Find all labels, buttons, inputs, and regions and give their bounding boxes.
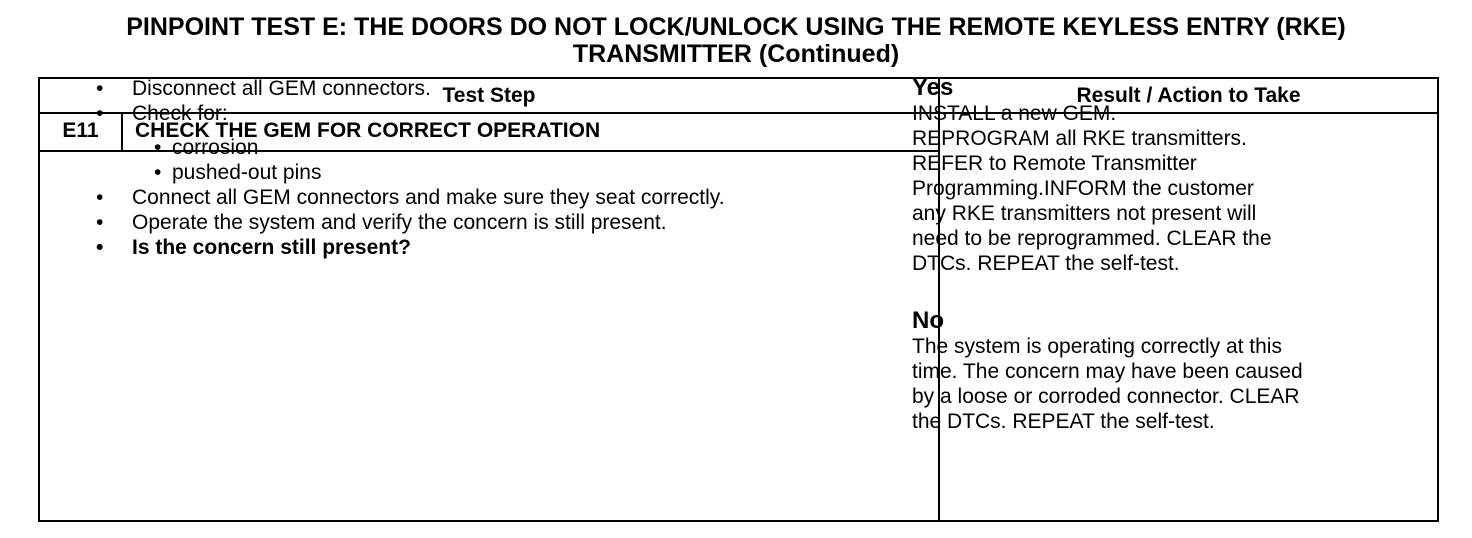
bullet-icon: • [96, 211, 104, 234]
step-text: Operate the system and verify the concern is still present. [132, 211, 667, 234]
list-item [92, 76, 892, 101]
bullet-icon: • [96, 102, 104, 125]
step-id: E11 [40, 114, 123, 150]
result-spacer [912, 276, 1392, 308]
list-item [92, 235, 892, 260]
sub-item-text: pushed-out pins [172, 161, 322, 184]
yes-action-text: INSTALL a new GEM. REPROGRAM all RKE transmitters. REFER to Remote Transmitter Programming.INFORM the customer any RKE transmitters not present will need to be reprogrammed. CLEAR the DTCs. REPEAT the self-test. [912, 102, 1272, 275]
sub-list [92, 135, 892, 185]
list-item [92, 210, 892, 235]
list-item [92, 185, 892, 210]
no-action-text: The system is operating correctly at this time. The concern may have been caused by a loose or corroded connector. CLEAR the DTCs. REPEAT the self-test. [912, 335, 1303, 433]
step-instructions [92, 76, 892, 260]
list-item [92, 101, 892, 126]
step-text: Check for: [132, 102, 228, 125]
bullet-icon: • [154, 136, 162, 159]
sub-item-text: corrosion [172, 136, 259, 159]
step-title: CHECK THE GEM FOR CORRECT OPERATION [135, 119, 601, 142]
bullet-icon: • [96, 236, 104, 259]
test-step-header: Test Step [40, 79, 940, 114]
step-text: Disconnect all GEM connectors. [132, 77, 431, 100]
title-line-2: TRANSMITTER (Continued) [572, 40, 900, 68]
yes-label: Yes [912, 74, 954, 101]
sub-list-item [154, 160, 892, 185]
result-header: Result / Action to Take [940, 79, 1437, 114]
title-line-1: PINPOINT TEST E: THE DOORS DO NOT LOCK/UNLOCK USING THE REMOTE KEYLESS ENTRY (RKE) [126, 13, 1346, 41]
step-question: Is the concern still present? [132, 236, 411, 259]
bullet-icon: • [96, 77, 104, 100]
sub-list-item [154, 135, 892, 160]
result-column [912, 75, 1392, 434]
bullet-icon: • [154, 161, 162, 184]
page-title [0, 14, 1472, 68]
step-text: Connect all GEM connectors and make sure they seat correctly. [132, 186, 725, 209]
no-label: No [912, 307, 944, 334]
bullet-icon: • [96, 186, 104, 209]
